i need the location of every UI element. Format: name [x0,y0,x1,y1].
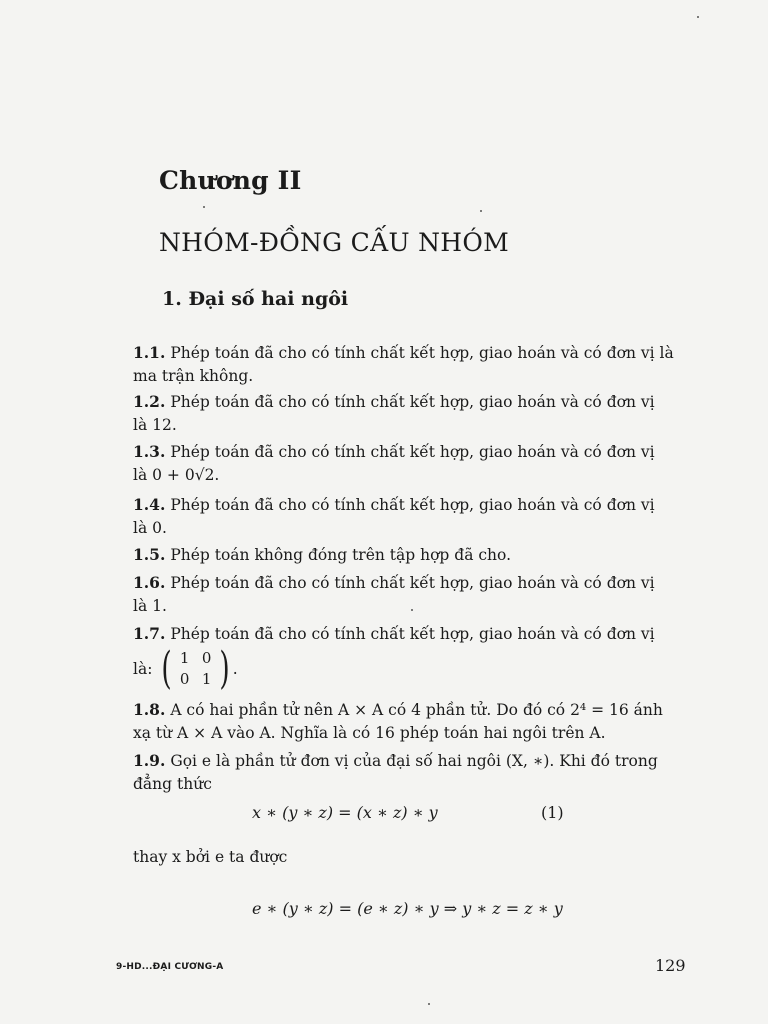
exercise-number: 1.2. [133,392,166,411]
exercise-text: Phép toán đã cho có tính chất kết hợp, giao hoán và có đơn vị là [170,344,674,362]
page-number: 129 [655,956,686,975]
exercise-text-continued: là 0. [133,519,167,537]
exercise-text-continued: đẳng thức [133,775,212,793]
substitution-text: thay x bởi e ta được [133,848,288,866]
exercise-text: Phép toán đã cho có tính chất kết hợp, giao hoán và có đơn vị [170,393,655,411]
matrix-cell: 1 [179,649,190,667]
exercise-1-3 [133,440,685,487]
exercise-number: 1.8. [133,700,166,719]
equation-1: x ∗ (y ∗ z) = (x ∗ z) ∗ y [252,803,438,822]
exercise-text-continued: là 0 + 0√2. [133,466,220,484]
exercise-1-5 [133,543,685,567]
scan-speck [428,1003,430,1005]
scan-speck [697,16,699,18]
exercise-text: Phép toán đã cho có tính chất kết hợp, giao hoán và có đơn vị [170,496,655,514]
exercise-text-continued: ma trận không. [133,367,254,385]
identity-matrix [158,643,232,694]
exercise-number: 1.1. [133,343,166,362]
right-paren: ) [219,643,230,694]
equation-2: e ∗ (y ∗ z) = (e ∗ z) ∗ y ⇒ y ∗ z = z ∗ y [252,899,563,918]
matrix-suffix: . [232,659,238,678]
left-paren: ( [161,643,173,694]
matrix-grid [174,648,218,690]
running-footer: 9-HD...ĐẠI CƯƠNG-A [116,962,224,972]
scan-speck [203,206,205,208]
matrix-cell: 0 [179,670,190,688]
exercise-text: A có hai phần tử nên A × A có 4 phần tử. Do đó có 2⁴ = 16 ánh [170,701,663,719]
scan-speck [411,609,413,611]
matrix-cell: 1 [201,670,212,688]
matrix-cell: 0 [201,649,212,667]
exercise-1-4 [133,493,685,540]
exercise-1-6 [133,571,685,618]
exercise-text: Phép toán đã cho có tính chất kết hợp, giao hoán và có đơn vị [170,443,655,461]
exercise-1-9 [133,749,685,796]
exercise-1-2 [133,390,685,437]
exercise-text-continued: xạ từ A × A vào A. Nghĩa là có 16 phép toán hai ngôi trên A. [133,724,606,742]
matrix-prefix: là: [133,659,153,678]
exercise-number: 1.6. [133,573,166,592]
exercise-1-1 [133,341,685,388]
chapter-title: NHÓM-ĐỒNG CẤU NHÓM [159,228,510,257]
exercise-number: 1.5. [133,545,166,564]
exercise-text: Phép toán không đóng trên tập hợp đã cho. [170,546,512,564]
scan-speck [480,210,482,212]
section-heading: 1. Đại số hai ngôi [162,288,349,310]
exercise-text-continued: là 1. [133,597,167,615]
exercise-number: 1.9. [133,751,166,770]
exercise-1-7 [133,622,685,692]
exercise-text: Phép toán đã cho có tính chất kết hợp, giao hoán và có đơn vị [170,574,655,592]
exercise-number: 1.7. [133,624,166,643]
exercise-1-8 [133,698,685,745]
chapter-label: Chương II [159,166,302,195]
exercise-text: Phép toán đã cho có tính chất kết hợp, giao hoán và có đơn vị [170,625,655,643]
exercise-number: 1.4. [133,495,166,514]
exercise-text: Gọi e là phần tử đơn vị của đại số hai ngôi (X, ∗). Khi đó trong [170,752,658,770]
equation-1-label: (1) [541,803,564,822]
exercise-number: 1.3. [133,442,166,461]
exercise-text-continued: là 12. [133,416,177,434]
